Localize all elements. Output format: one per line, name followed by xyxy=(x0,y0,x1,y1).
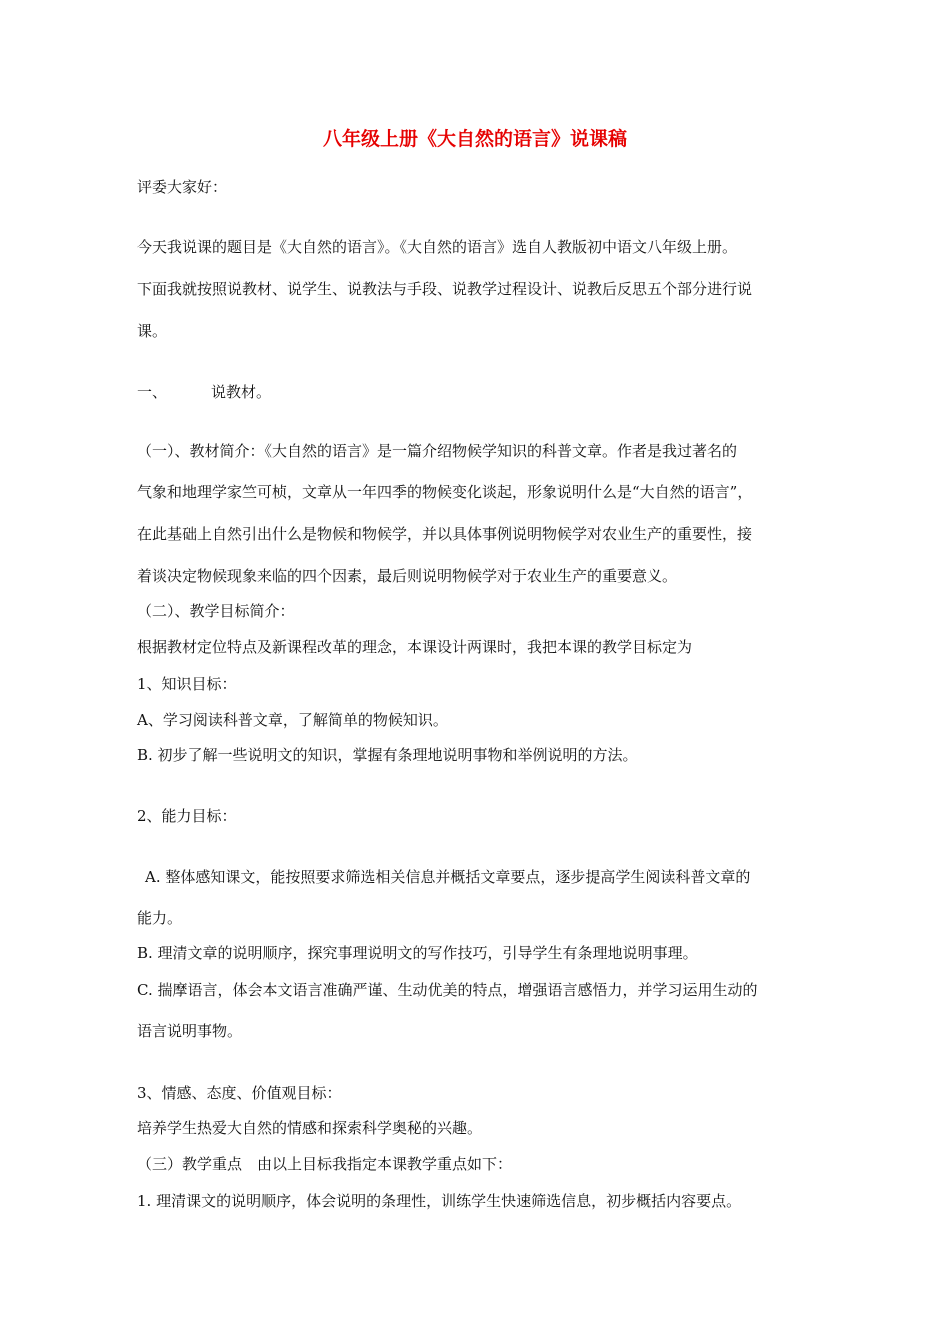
knowledge-heading: 1、知识目标： xyxy=(137,675,237,693)
knowledge-item-b: B. 初步了解一些说明文的知识，掌握有条理地说明事物和举例说明的方法。 xyxy=(137,746,638,764)
key-points-heading: （三）教学重点 由以上目标我指定本课教学重点如下： xyxy=(137,1155,513,1173)
ability-item-b: B. 理清文章的说明顺序，探究事理说明文的写作技巧，引导学生有条理地说明事理。 xyxy=(137,944,698,962)
intro-line-3: 课。 xyxy=(137,322,168,340)
ability-item-a-line-2: 能力。 xyxy=(137,909,183,927)
section-1-number: 一、 xyxy=(137,383,168,401)
emotion-text: 培养学生热爱大自然的情感和探索科学奥秘的兴趣。 xyxy=(137,1119,483,1137)
material-intro-line-1: （一）、教材简介：《大自然的语言》是一篇介绍物候学知识的科普文章。作者是我过著名的 xyxy=(137,442,738,460)
greeting: 评委大家好： xyxy=(137,178,228,196)
knowledge-item-a: A、学习阅读科普文章，了解简单的物候知识。 xyxy=(137,711,448,729)
objectives-intro: 根据教材定位特点及新课程改革的理念，本课设计两课时，我把本课的教学目标定为 xyxy=(137,638,693,656)
material-intro-line-3: 在此基础上自然引出什么是物候和物候学，并以具体事例说明物候学对农业生产的重要性，接 xyxy=(137,525,753,543)
key-points-item-1: 1. 理清课文的说明顺序，体会说明的条理性，训练学生快速筛选信息，初步概括内容要点。 xyxy=(137,1192,742,1210)
document-title: 八年级上册《大自然的语言》说课稿 xyxy=(322,128,627,150)
intro-line-1: 今天我说课的题目是《大自然的语言》。《大自然的语言》选自人教版初中语文八年级上册。 xyxy=(137,238,738,256)
ability-heading: 2、能力目标： xyxy=(137,807,237,825)
objectives-heading: （二）、教学目标简介： xyxy=(137,602,295,620)
section-1-heading xyxy=(137,381,271,403)
ability-item-a-line-1: A. 整体感知课文，能按照要求筛选相关信息并概括文章要点，逐步提高学生阅读科普文章的 xyxy=(145,868,751,886)
intro-line-2: 下面我就按照说教材、说学生、说教法与手段、说教学过程设计、说教后反思五个部分进行说 xyxy=(137,280,753,298)
material-intro-line-4: 着谈决定物候现象来临的四个因素，最后则说明物候学对于农业生产的重要意义。 xyxy=(137,567,678,585)
section-1-title: 说教材。 xyxy=(211,383,272,401)
emotion-heading: 3、情感、态度、价值观目标： xyxy=(137,1084,342,1102)
ability-item-c-line-1: C. 揣摩语言，体会本文语言准确严谨、生动优美的特点，增强语言感悟力，并学习运用生动的 xyxy=(137,981,758,999)
material-intro-line-2: 气象和地理学家竺可桢，文章从一年四季的物候变化谈起，形象说明什么是“大自然的语言”， xyxy=(137,483,753,501)
ability-item-c-line-2: 语言说明事物。 xyxy=(137,1022,243,1040)
